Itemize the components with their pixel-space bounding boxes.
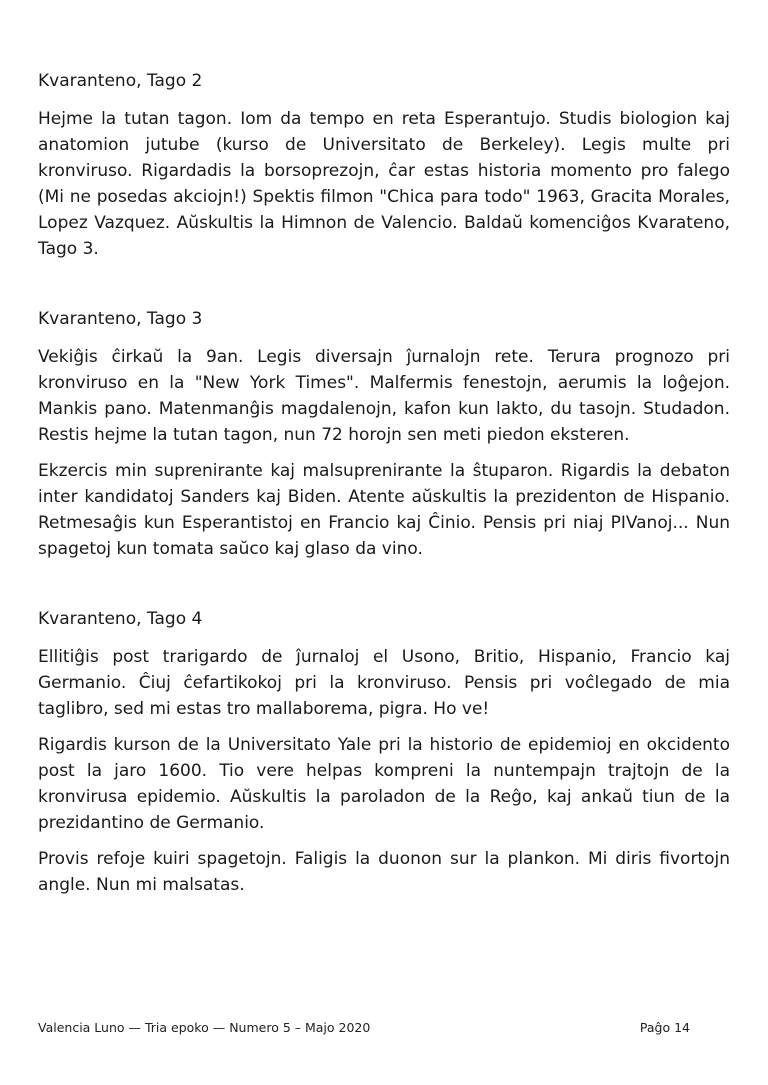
entry-heading: Kvaranteno, Tago 2 xyxy=(38,71,203,91)
entry-heading: Kvaranteno, Tago 3 xyxy=(38,309,203,329)
entry-heading: Kvaranteno, Tago 4 xyxy=(38,609,203,629)
document-body xyxy=(38,68,730,942)
diary-entry-day-4 xyxy=(38,606,730,898)
diary-entry-day-2 xyxy=(38,68,730,262)
entry-paragraph: Rigardis kurson de la Universitato Yale pri la historio de epidemioj en okcidento post la jaro 1600. Tio vere helpas kompreni la nuntempajn trajtojn de la kronvirusa epidemio. Aŭskultis la paroladon de la Reĝo, kaj ankaŭ tiun de la prezidantino de Germanio. xyxy=(38,735,730,833)
diary-entry-day-3 xyxy=(38,306,730,562)
entry-paragraph: Vekiĝis ĉirkaŭ la 9an. Legis diversajn ĵurnalojn rete. Terura prognozo pri kronviruso en la "New York Times". Malfermis fenestojn, aerumis la loĝejon. Mankis pano. Matenmanĝis magdalenojn, kafon kun lakto, du tasojn. Studadon. Restis hejme la tutan tagon, nun 72 horojn sen meti piedon eksteren. xyxy=(38,347,730,445)
entry-paragraph: Ellitiĝis post trarigardo de ĵurnaloj el Usono, Britio, Hispanio, Francio kaj Germanio. Ĉiuj ĉefartikokoj pri la kronviruso. Pensis pri voĉlegado de mia taglibro, sed mi estas tro mallaborema, pigra. Ho ve! xyxy=(38,647,730,719)
page-number: Paĝo 14 xyxy=(639,1020,690,1035)
entry-paragraph: Provis refoje kuiri spagetojn. Faligis la duonon sur la plankon. Mi diris fivortojn angle. Nun mi malsatas. xyxy=(38,849,730,895)
entry-paragraph: Ekzercis min suprenirante kaj malsuprenirante la ŝtuparon. Rigardis la debaton inter kandidatoj Sanders kaj Biden. Atente aŭskultis la prezidenton de Hispanio. Retmesaĝis kun Esperantistoj en Francio kaj Ĉinio. Pensis pri niaj PIVanoj... Nun spagetoj kun tomata saŭco kaj glaso da vino. xyxy=(38,461,730,559)
publication-info: Valencia Luno — Tria epoko — Numero 5 – Majo 2020 xyxy=(38,1020,371,1035)
entry-paragraph: Hejme la tutan tagon. Iom da tempo en reta Esperantujo. Studis biologion kaj anatomion jutube (kurso de Universitato de Berkeley). Legis multe pri kronviruso. Rigardadis la borsoprezojn, ĉar estas historia momento pro falego (Mi ne posedas akciojn!) Spektis filmon "Chica para todo" 1963, Gracita Morales, Lopez Vazquez. Aŭskultis la Himnon de Valencio. Baldaŭ komenciĝos Kvarateno, Tago 3. xyxy=(38,109,730,259)
